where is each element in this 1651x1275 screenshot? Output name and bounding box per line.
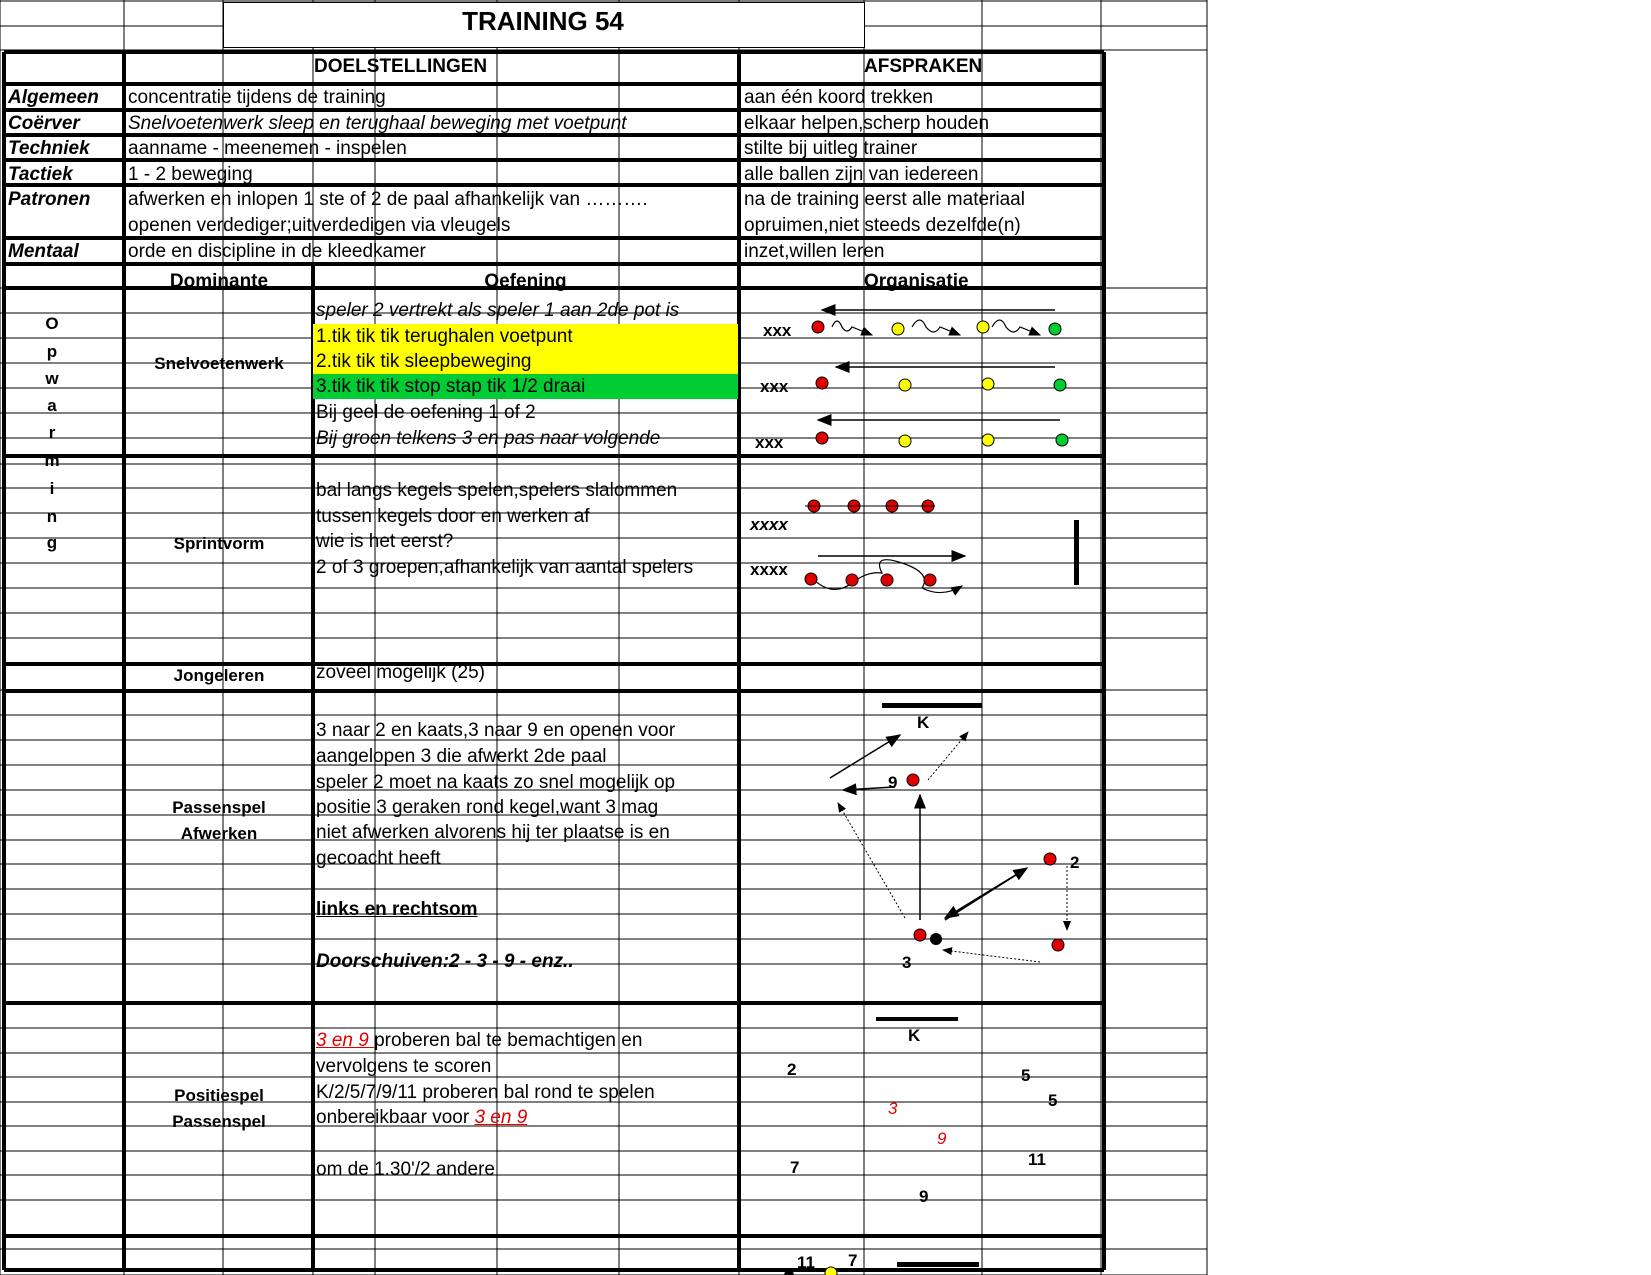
afspraak-text: aan één koord trekken <box>744 87 934 108</box>
objective-label: Patronen <box>8 189 91 210</box>
pos-label-5a: 5 <box>1021 1066 1031 1085</box>
pass-line-4: positie 3 geraken rond kegel,want 3 mag <box>316 797 659 818</box>
header-oefening: Oefening <box>484 271 567 292</box>
snel-line-6: Bij groen telkens 3 en pas naar volgende <box>316 428 661 449</box>
dominante-sprintvorm: Sprintvorm <box>173 534 265 553</box>
objective-label: Coërver <box>8 113 80 134</box>
header-afspraken: AFSPRAKEN <box>864 56 983 77</box>
pos-label-9-red: 9 <box>937 1129 947 1148</box>
opwarming-letter: p <box>46 342 58 361</box>
sprintvorm-diagram <box>805 500 1079 593</box>
pos-line-4-pre: onbereikbaar voor <box>316 1107 475 1128</box>
snel-line-1: speler 2 vertrekt als speler 1 aan 2de pot is <box>316 300 680 321</box>
pass-label-2: 2 <box>1070 853 1080 872</box>
pos-label-2: 2 <box>787 1060 797 1079</box>
sprint-line-4: 2 of 3 groepen,afhankelijk van aantal spelers <box>316 557 694 578</box>
positiespel-diagram <box>876 1017 958 1021</box>
pos-label-3-red: 3 <box>888 1099 898 1118</box>
header-dominante: Dominante <box>169 271 269 292</box>
snelvoetenwerk-diagram <box>812 310 1068 447</box>
objective-text: 1 - 2 beweging <box>128 164 253 185</box>
opwarming-letter: n <box>46 507 58 526</box>
objective-text: Snelvoetenwerk sleep en terughaal beweging met voetpunt <box>128 113 627 134</box>
sprint-line-2: tussen kegels door en werken af <box>316 506 590 527</box>
opwarming-letter: g <box>46 533 58 552</box>
afspraak-text: alle ballen zijn van iedereen <box>744 164 979 185</box>
afspraak-text: stilte bij uitleg trainer <box>744 138 918 159</box>
objective-text: concentratie tijdens de training <box>128 87 386 108</box>
pass-links-rechtsom: links en rechtsom <box>316 899 478 920</box>
pass-line-5: niet afwerken alvorens hij ter plaatse is en <box>316 822 670 843</box>
pos-label-5b: 5 <box>1048 1091 1058 1110</box>
passenspel-diagram <box>830 703 1067 962</box>
pass-line-1: 3 naar 2 en kaats,3 naar 9 en openen voor <box>316 720 676 741</box>
objective-label: Algemeen <box>8 87 99 108</box>
header-doelstellingen: DOELSTELLINGEN <box>314 56 488 77</box>
dominante-passenspel-2: Passenspel <box>172 1112 266 1131</box>
header-organisatie: Organisatie <box>864 271 969 292</box>
opwarming-letter: r <box>48 423 56 442</box>
opwarming-letter: m <box>44 451 60 470</box>
pos-line-2: vervolgens te scoren <box>316 1056 492 1077</box>
sprint-xxxx-2: xxxx <box>750 560 788 579</box>
sprint-xxxx-1: xxxx <box>750 515 788 534</box>
pos-red-b: 3 en 9 <box>474 1107 528 1128</box>
objective-text: openen verdediger;uitverdedigen via vleugels <box>128 215 511 236</box>
objective-label: Techniek <box>8 138 90 159</box>
opwarming-letter: O <box>45 314 59 333</box>
jongeleren-text: zoveel mogelijk (25) <box>316 662 485 683</box>
afspraak-text: elkaar helpen,scherp houden <box>744 113 990 134</box>
sprint-line-3: wie is het eerst? <box>316 531 454 552</box>
pos-line-6: om de 1.30'/2 andere <box>316 1159 495 1180</box>
pass-label-9: 9 <box>888 773 898 792</box>
objective-text: afwerken en inlopen 1 ste of 2 de paal afhankelijk van ………. <box>128 189 648 210</box>
pass-line-2: aangelopen 3 die afwerkt 2de paal <box>316 746 607 767</box>
snel-line-2: 1.tik tik tik terughalen voetpunt <box>316 326 573 347</box>
pos-label-k: K <box>908 1026 921 1045</box>
dominante-positiespel: Positiespel <box>174 1086 264 1105</box>
snel-line-5: Bij geel de oefening 1 of 2 <box>316 402 536 423</box>
objective-label: Tactiek <box>8 164 73 185</box>
pass-line-6: gecoacht heeft <box>316 848 441 869</box>
pos-line-1-rest: proberen bal te bemachtigen en <box>374 1030 643 1051</box>
dominante-jongeleren: Jongeleren <box>173 666 265 685</box>
dominante-passenspel: Passenspel <box>172 798 266 817</box>
opwarming-letter: i <box>49 479 55 498</box>
sprint-line-1: bal langs kegels spelen,spelers slalommen <box>316 480 678 501</box>
opwarming-letter: a <box>47 396 57 415</box>
snel-xxx-1: xxx <box>763 321 792 340</box>
pass-doorschuiven: Doorschuiven:2 - 3 - 9 - enz.. <box>316 951 574 972</box>
afspraak-text: na de training eerst alle materiaal <box>744 189 1025 210</box>
objective-text: aanname - meenemen - inspelen <box>128 138 407 159</box>
afspraak-text: inzet,willen leren <box>744 241 885 262</box>
dominante-snelvoetenwerk: Snelvoetenwerk <box>154 354 284 373</box>
bottom-label-7: 7 <box>848 1251 858 1270</box>
pos-red-a: 3 en 9 <box>316 1030 375 1051</box>
page-title: TRAINING 54 <box>462 6 624 36</box>
opwarming-letter: w <box>45 369 59 388</box>
snel-xxx-3: xxx <box>755 433 784 452</box>
snel-line-3: 2.tik tik tik sleepbeweging <box>316 351 532 372</box>
pass-label-k: K <box>917 713 930 732</box>
pos-label-9: 9 <box>919 1187 929 1206</box>
objective-text: orde en discipline in de kleedkamer <box>128 241 426 262</box>
snel-line-4: 3.tik tik tik stop stap tik 1/2 draai <box>316 376 586 397</box>
pass-line-3: speler 2 moet na kaats zo snel mogelijk op <box>316 772 676 793</box>
bottom-label-11: 11 <box>797 1253 815 1272</box>
dominante-afwerken: Afwerken <box>180 824 258 843</box>
objective-label: Mentaal <box>8 241 79 262</box>
pos-label-7: 7 <box>790 1158 800 1177</box>
pos-label-11: 11 <box>1028 1150 1046 1169</box>
afspraak-text: opruimen,niet steeds dezelfde(n) <box>744 215 1021 236</box>
pos-line-3: K/2/5/7/9/11 proberen bal rond te spelen <box>316 1082 655 1103</box>
pass-label-3: 3 <box>902 953 912 972</box>
snel-xxx-2: xxx <box>760 377 789 396</box>
